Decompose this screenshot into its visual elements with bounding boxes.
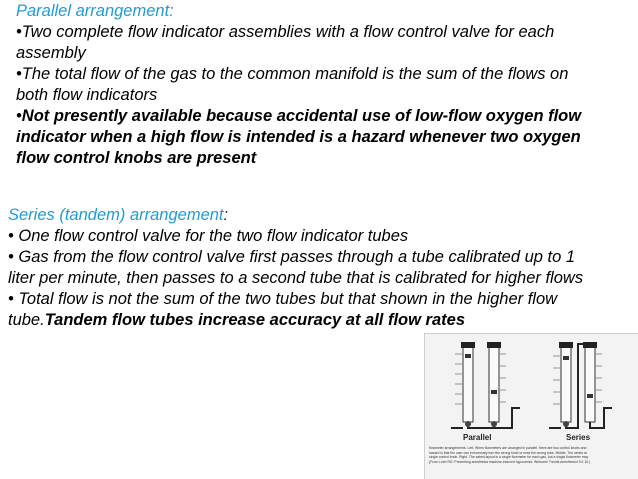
flowmeter-diagram (425, 334, 638, 446)
parallel-bullet-1-line-1: •Two complete flow indicator assemblies with a flow control valve for each (16, 23, 555, 41)
figure-caption-line-1: flowmeter arrangements. Left, When flowmeters are arranged in parallel, there are two control knobs and (429, 446, 587, 450)
series-valve-knob (563, 421, 569, 427)
figure-caption-line-2: hazard is that the user can erroneously turn the wrong knob or read the wrong tube. Middle, The series ar (429, 450, 588, 455)
parallel-bullet-1-line-2: assembly (16, 44, 86, 62)
parallel-valve-knob-right (491, 421, 497, 427)
parallel-bullet-2-line-2: both flow indicators (16, 86, 158, 104)
flowmeter-arrangement-figure (424, 333, 638, 479)
series-bullet-1: • One flow control valve for the two flow indicator tubes (8, 227, 409, 245)
parallel-bullet-3-line-1: Not presently available because accidental use of low-flow oxygen flow (21, 107, 582, 125)
series-manifold (549, 344, 612, 428)
figure-caption-line-4: (From Loeb RG: Preventing anesthesia machine-induced hypoxemia. Welcome Trends Anesthesiol 9:2-10.) (429, 459, 591, 464)
series-heading-colon: : (223, 206, 229, 224)
series-bullet-2-line-2: liter per minute, then passes to a second tube that is calibrated for higher flows (8, 269, 584, 287)
series-bullet-3-line-1: • Total flow is not the sum of the two tubes but that shown in the higher flow (8, 290, 558, 308)
parallel-valve-knob-left (465, 421, 471, 427)
figure-label-parallel: Parallel (463, 433, 492, 442)
parallel-bullet-3-line-3: flow control knobs are present (16, 149, 257, 167)
parallel-tube-left (455, 342, 475, 422)
parallel-arrangement-section (16, 1, 628, 169)
series-heading: Series (tandem) arrangement (8, 206, 224, 224)
series-bullet-3-line-2: tube. (8, 311, 45, 329)
series-bullet-3-emphasis: Tandem flow tubes increase accuracy at all flow rates (44, 311, 466, 329)
parallel-manifold (451, 408, 520, 428)
series-arrangement-section (8, 205, 634, 331)
series-tube-low (553, 342, 573, 422)
parallel-tube-right (487, 342, 506, 422)
series-bullet-2-line-1: • Gas from the flow control valve first passes through a tube calibrated up to 1 (8, 248, 576, 266)
figure-caption (429, 446, 638, 464)
parallel-bullet-2-line-1: •The total flow of the gas to the common manifold is the sum of the flows on (16, 65, 569, 83)
figure-label-series: Series (566, 433, 591, 442)
series-tube-high (583, 342, 602, 422)
parallel-bullet-3-line-2: indicator when a high flow is intended is a hazard whenever two oxygen (16, 128, 581, 146)
parallel-heading: Parallel arrangement: (16, 2, 174, 20)
parallel-bullet-3-marker: • (16, 107, 22, 125)
figure-caption-line-3: single control knob. Right, The safest layout is a single flowmeter for each gas, but a single flowmeter may (429, 455, 589, 460)
